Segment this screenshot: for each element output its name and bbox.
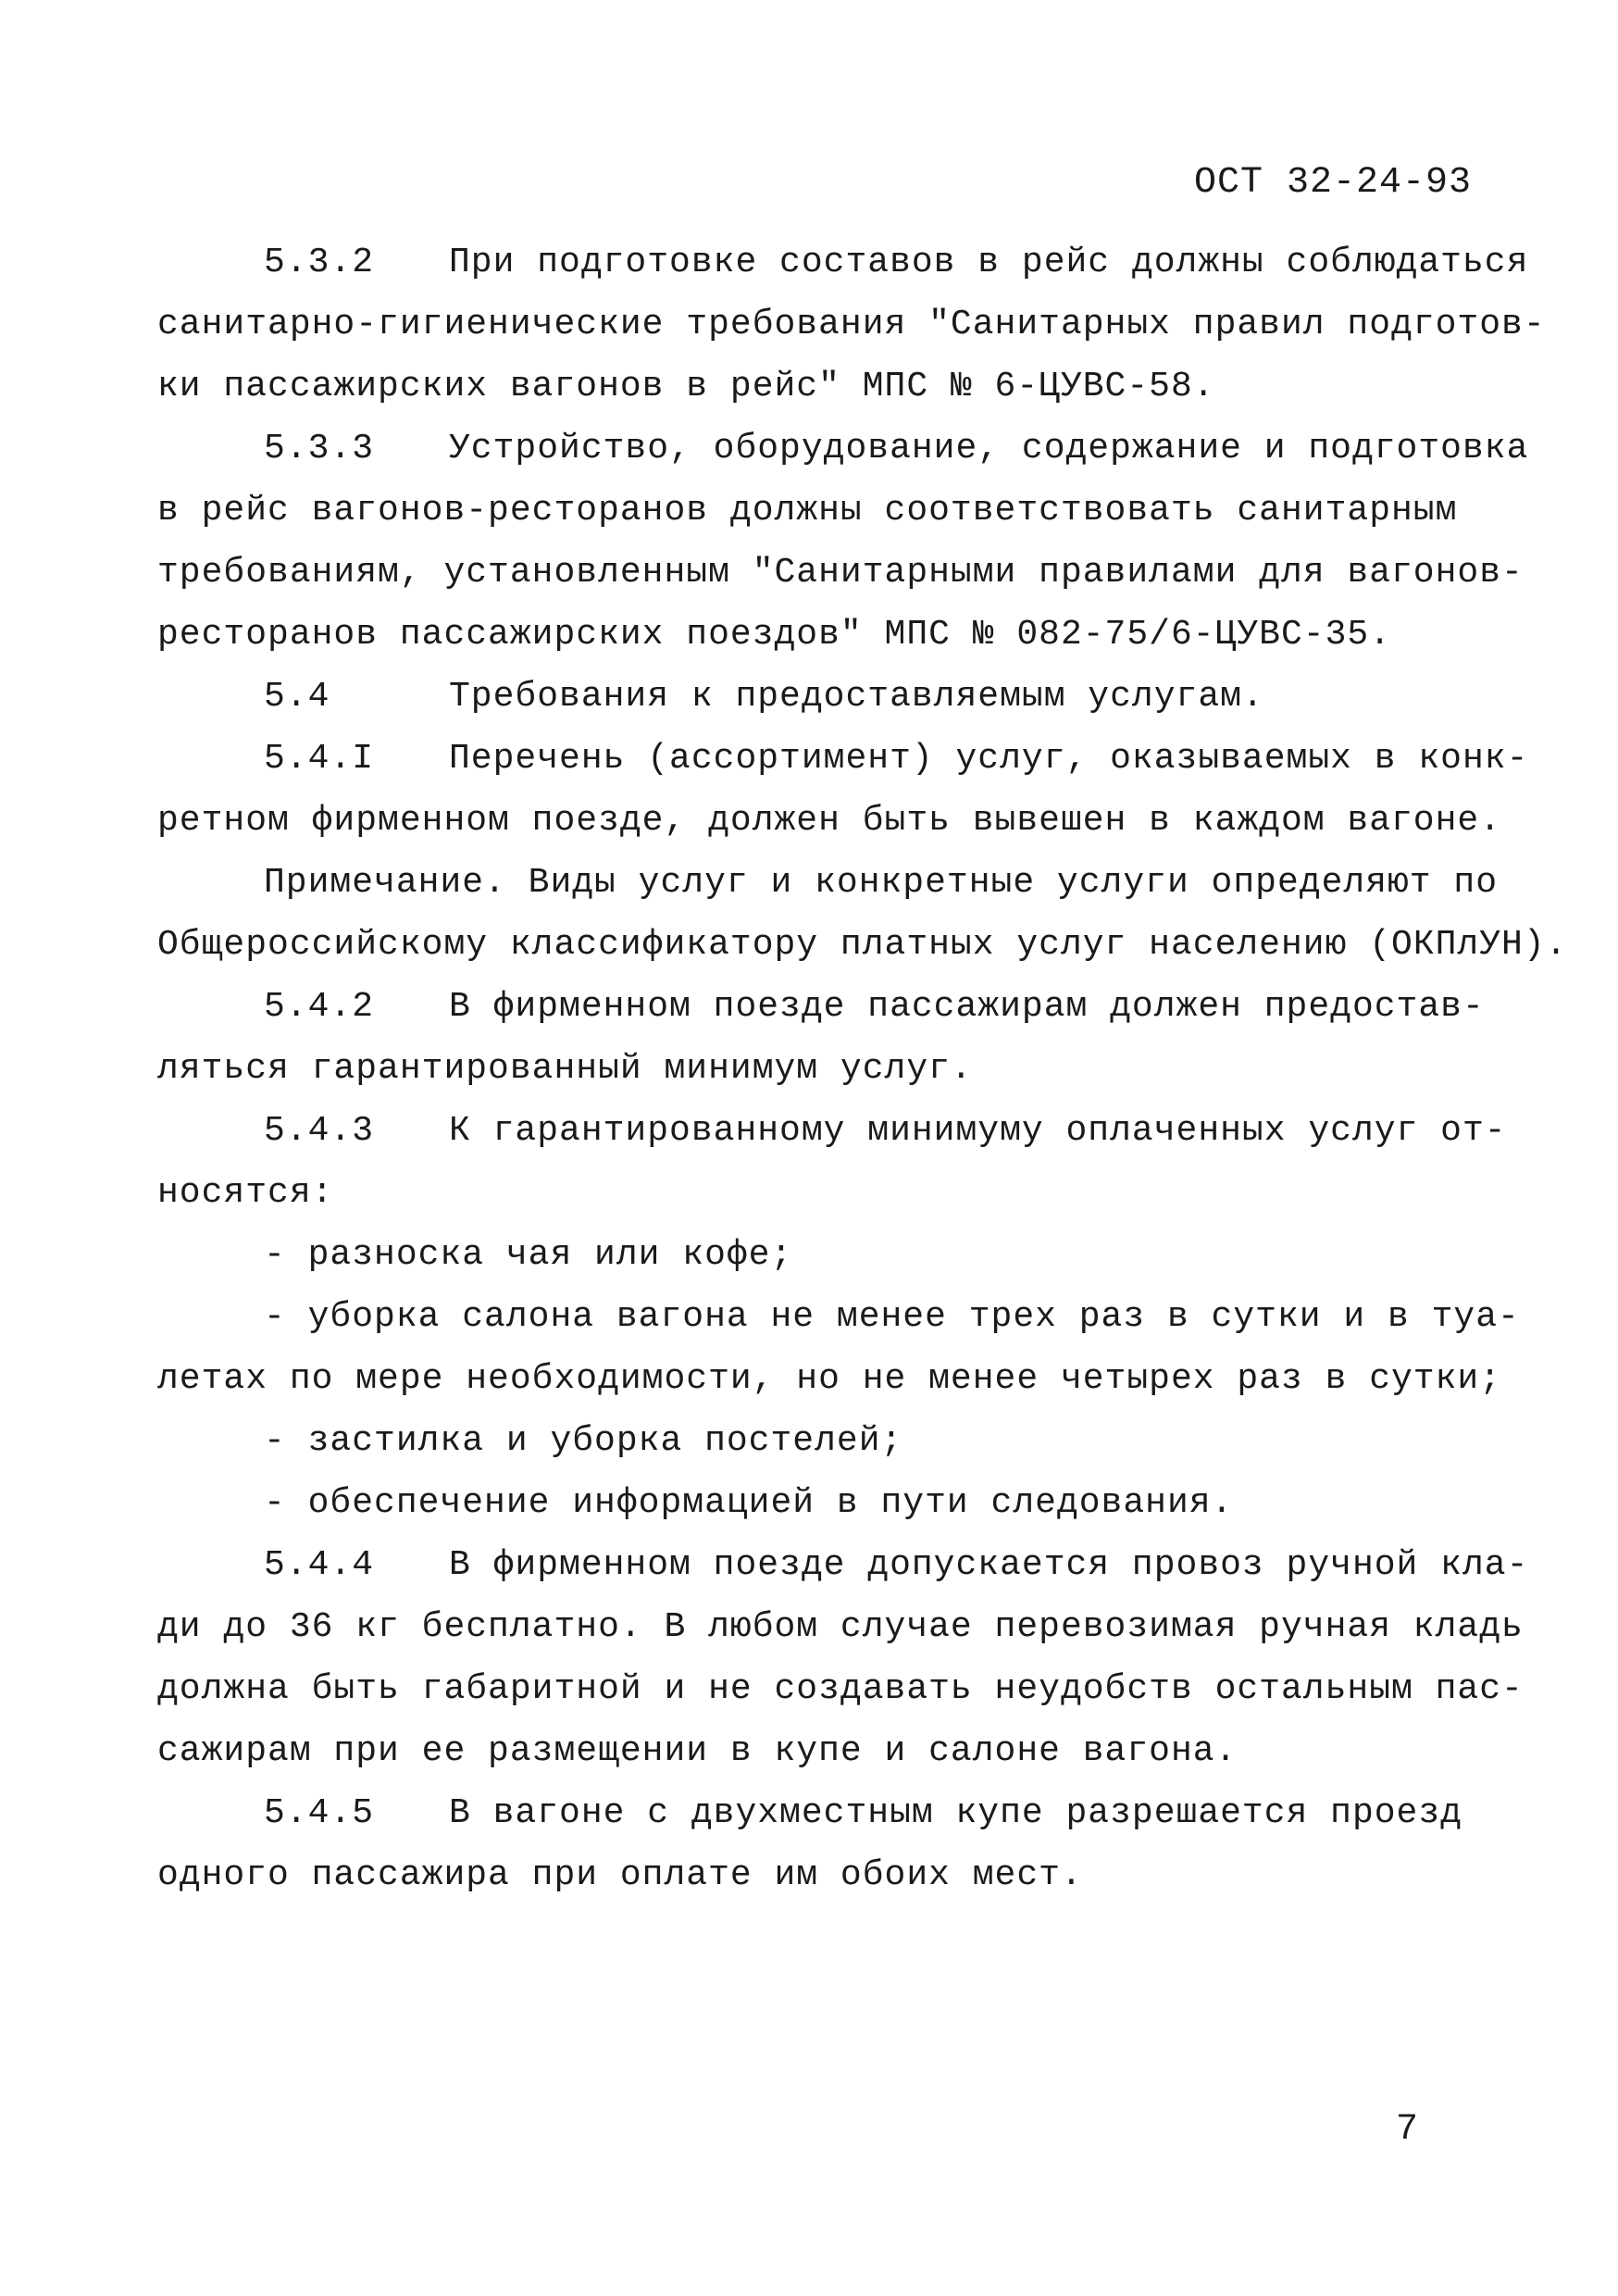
clause-number: 5.3.3	[264, 429, 375, 468]
clause-line	[157, 666, 1472, 728]
page-number: 7	[1396, 2109, 1419, 2151]
text-line	[157, 604, 1472, 666]
line-text: Устройство, оборудование, содержание и подготовка	[449, 429, 1529, 468]
line-text: ляться гарантированный минимум услуг.	[157, 1049, 973, 1089]
text-line	[157, 356, 1472, 418]
clause-line	[157, 728, 1529, 790]
clause-line	[157, 1534, 1529, 1596]
clause-line	[157, 1782, 1472, 1844]
text-line	[157, 1286, 1520, 1348]
line-text: Общероссийскому классификатору платных услуг населению (ОКПлУН).	[157, 925, 1568, 965]
clause-number: 5.4.4	[264, 1545, 375, 1585]
text-line	[157, 914, 1568, 976]
line-text: К гарантированному минимуму оплаченных услуг от-	[449, 1111, 1507, 1151]
text-line	[157, 790, 1502, 852]
text-line	[157, 1596, 1524, 1658]
line-text: Требования к предоставляемым услугам.	[449, 677, 1264, 717]
line-text: ретном фирменном поезде, должен быть вывешен в каждом вагоне.	[157, 801, 1502, 841]
clause-number: 5.4.5	[264, 1793, 375, 1833]
text-line	[157, 1658, 1524, 1720]
line-text: требованиям, установленным "Санитарными правилами для вагонов-	[157, 553, 1524, 593]
clause-line	[157, 418, 1529, 480]
line-text: летах по мере необходимости, но не менее четырех раз в сутки;	[157, 1359, 1502, 1399]
clause-line	[157, 976, 1485, 1038]
line-text: сажирам при ее размещении в купе и салоне вагона.	[157, 1731, 1238, 1771]
clause-line	[157, 1100, 1507, 1162]
document-body	[157, 231, 1568, 1906]
clause-number: 5.4.I	[264, 739, 375, 779]
text-line	[157, 852, 1499, 914]
text-line	[157, 542, 1524, 604]
line-text: должна быть габаритной и не создавать неудобств остальным пас-	[157, 1669, 1524, 1709]
line-text: В фирменном поезде допускается провоз ручной кла-	[449, 1545, 1529, 1585]
line-text: Перечень (ассортимент) услуг, оказываемых в конк-	[449, 739, 1529, 779]
clause-line	[157, 231, 1529, 293]
clause-number: 5.3.2	[264, 243, 375, 282]
line-text: Примечание. Виды услуг и конкретные услуги определяют по	[264, 863, 1499, 903]
line-text: одного пассажира при оплате им обоих мест.	[157, 1855, 1083, 1895]
clause-number: 5.4	[264, 677, 330, 717]
text-line	[157, 480, 1472, 542]
line-text: санитарно-гигиенические требования "Санитарных правил подготов-	[157, 305, 1546, 344]
text-line	[157, 1844, 1472, 1906]
text-line	[157, 1720, 1472, 1782]
line-text: В вагоне с двухместным купе разрешается проезд	[449, 1793, 1462, 1833]
text-line	[157, 1224, 1472, 1286]
line-text: - застилка и уборка постелей;	[264, 1421, 903, 1461]
line-text: ки пассажирских вагонов в рейс" МПС № 6-ЦУВС-58.	[157, 367, 1215, 406]
line-text: В фирменном поезде пассажирам должен предостав-	[449, 987, 1485, 1027]
line-text: носятся:	[157, 1173, 334, 1213]
line-text: При подготовке составов в рейс должны соблюдаться	[449, 243, 1529, 282]
text-line	[157, 1162, 1472, 1224]
text-line	[157, 1472, 1472, 1534]
line-text: - обеспечение информацией в пути следования.	[264, 1483, 1234, 1523]
line-text: ресторанов пассажирских поездов" МПС № 082-75/6-ЦУВС-35.	[157, 615, 1392, 655]
line-text: в рейс вагонов-ресторанов должны соответствовать санитарным	[157, 491, 1458, 530]
text-line	[157, 1348, 1502, 1410]
clause-number: 5.4.3	[264, 1111, 375, 1151]
line-text: ди до 36 кг бесплатно. В любом случае перевозимая ручная кладь	[157, 1607, 1524, 1647]
text-line	[157, 1038, 1472, 1100]
line-text: - уборка салона вагона не менее трех раз в сутки и в туа-	[264, 1297, 1520, 1337]
clause-number: 5.4.2	[264, 987, 375, 1027]
text-line	[157, 1410, 1472, 1472]
document-code: ОСТ 32-24-93	[1194, 162, 1473, 204]
line-text: - разноска чая или кофе;	[264, 1235, 793, 1275]
text-line	[157, 293, 1546, 356]
